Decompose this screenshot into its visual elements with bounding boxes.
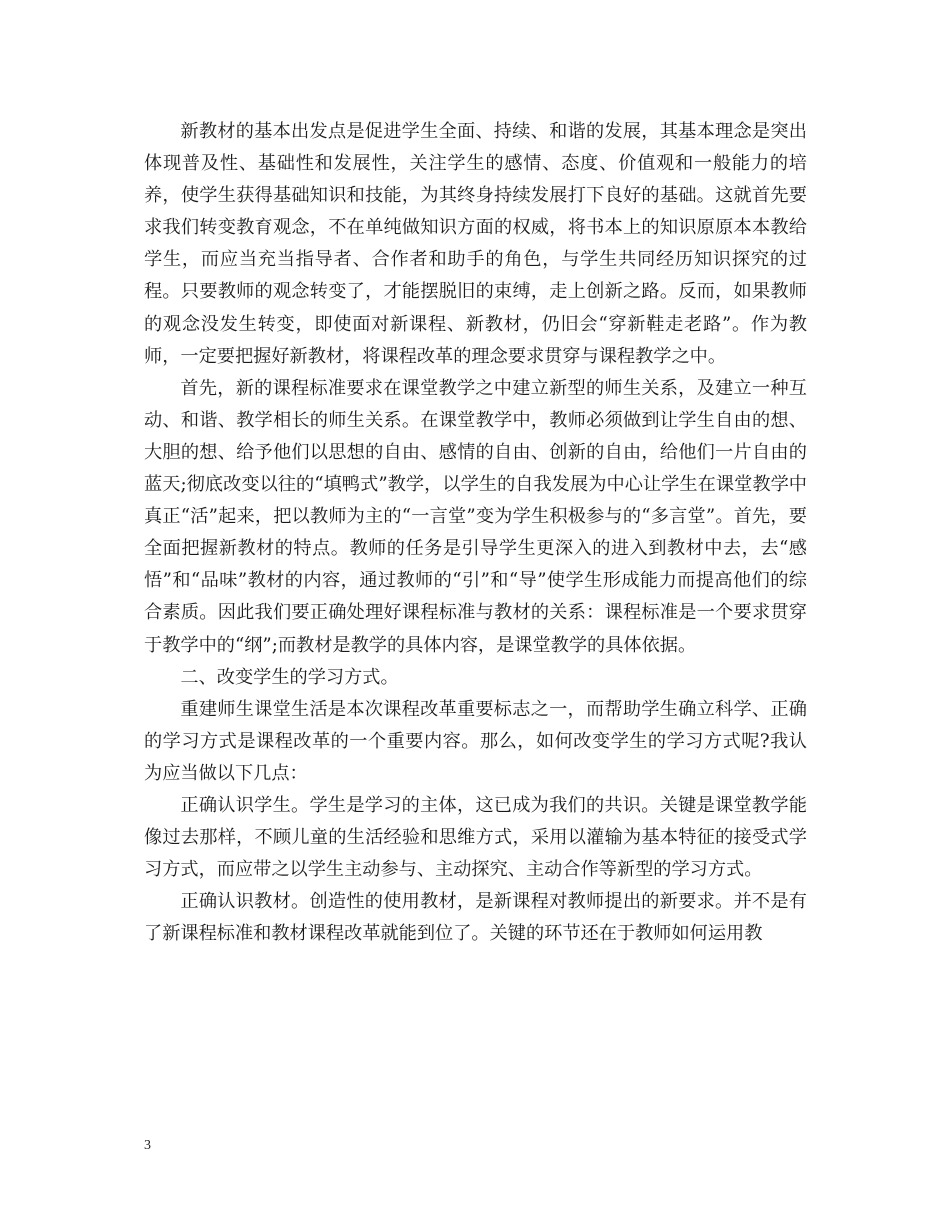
paragraph-classroom-life: 重建师生课堂生活是本次课程改革重要标志之一，而帮助学生确立科学、正确的学习方式是课程改革的一个重要内容。那么，如何改变学生的学习方式呢?我认为应当做以下几点：: [144, 698, 807, 784]
paragraph-understand-students: 正确认识学生。学生是学习的主体，这已成为我们的共识。关键是课堂教学能像过去那样，不顾儿童的生活经验和思维方式，采用以灌输为基本特征的接受式学习方式，而应带之以学生主动参与、主动探究、主动合作等新型的学习方式。: [144, 794, 807, 881]
section-heading-learning-methods: 二、改变学生的学习方式。: [180, 666, 399, 688]
paragraph-new-textbook-concept: 新教材的基本出发点是促进学生全面、持续、和谐的发展，其基本理念是突出体现普及性、基础性和发展性，关注学生的感情、态度、价值观和一般能力的培养，使学生获得基础知识和技能，为其终身持续发展打下良好的基础。这就首先要求我们转变教育观念，不在单纯做知识方面的权威，将书本上的知识原原本本教给学生，而应当充当指导者、合作者和助手的角色，与学生共同经历知识探究的过程。只要教师的观念转变了，才能摆脱旧的束缚，走上创新之路。反而，如果教师的观念没发生转变，即使面对新课程、新教材，仍旧会“穿新鞋走老路”。作为教师，一定要把握好新教材，将课程改革的理念要求贯穿与课程教学之中。: [144, 121, 807, 367]
body-text: [144, 116, 807, 950]
paragraph-understand-textbooks: 正确认识教材。创造性的使用教材，是新课程对教师提出的新要求。并不是有了新课程标准和教材课程改革就能到位了。关键的环节还在于教师如何运用教: [144, 891, 807, 945]
paragraph-teacher-student-relationship: 首先，新的课程标准要求在课堂教学之中建立新型的师生关系，及建立一种互动、和谐、教学相长的师生关系。在课堂教学中，教师必须做到让学生自由的想、大胆的想、给予他们以思想的自由、感情的自由、创新的自由，给他们一片自由的蓝天;彻底改变以往的“填鸭式”教学，以学生的自我发展为中心让学生在课堂教学中真正“活”起来，把以教师为主的“一言堂”变为学生积极参与的“多言堂”。首先，要全面把握新教材的特点。教师的任务是引导学生更深入的进入到教材中去，去“感悟”和“品味”教材的内容，通过教师的“引”和“导”使学生形成能力而提高他们的综合素质。因此我们要正确处理好课程标准与教材的关系：课程标准是一个要求贯穿于教学中的“纲”;而教材是教学的具体内容，是课堂教学的具体依据。: [144, 377, 807, 656]
page-number: 3: [144, 1138, 151, 1153]
